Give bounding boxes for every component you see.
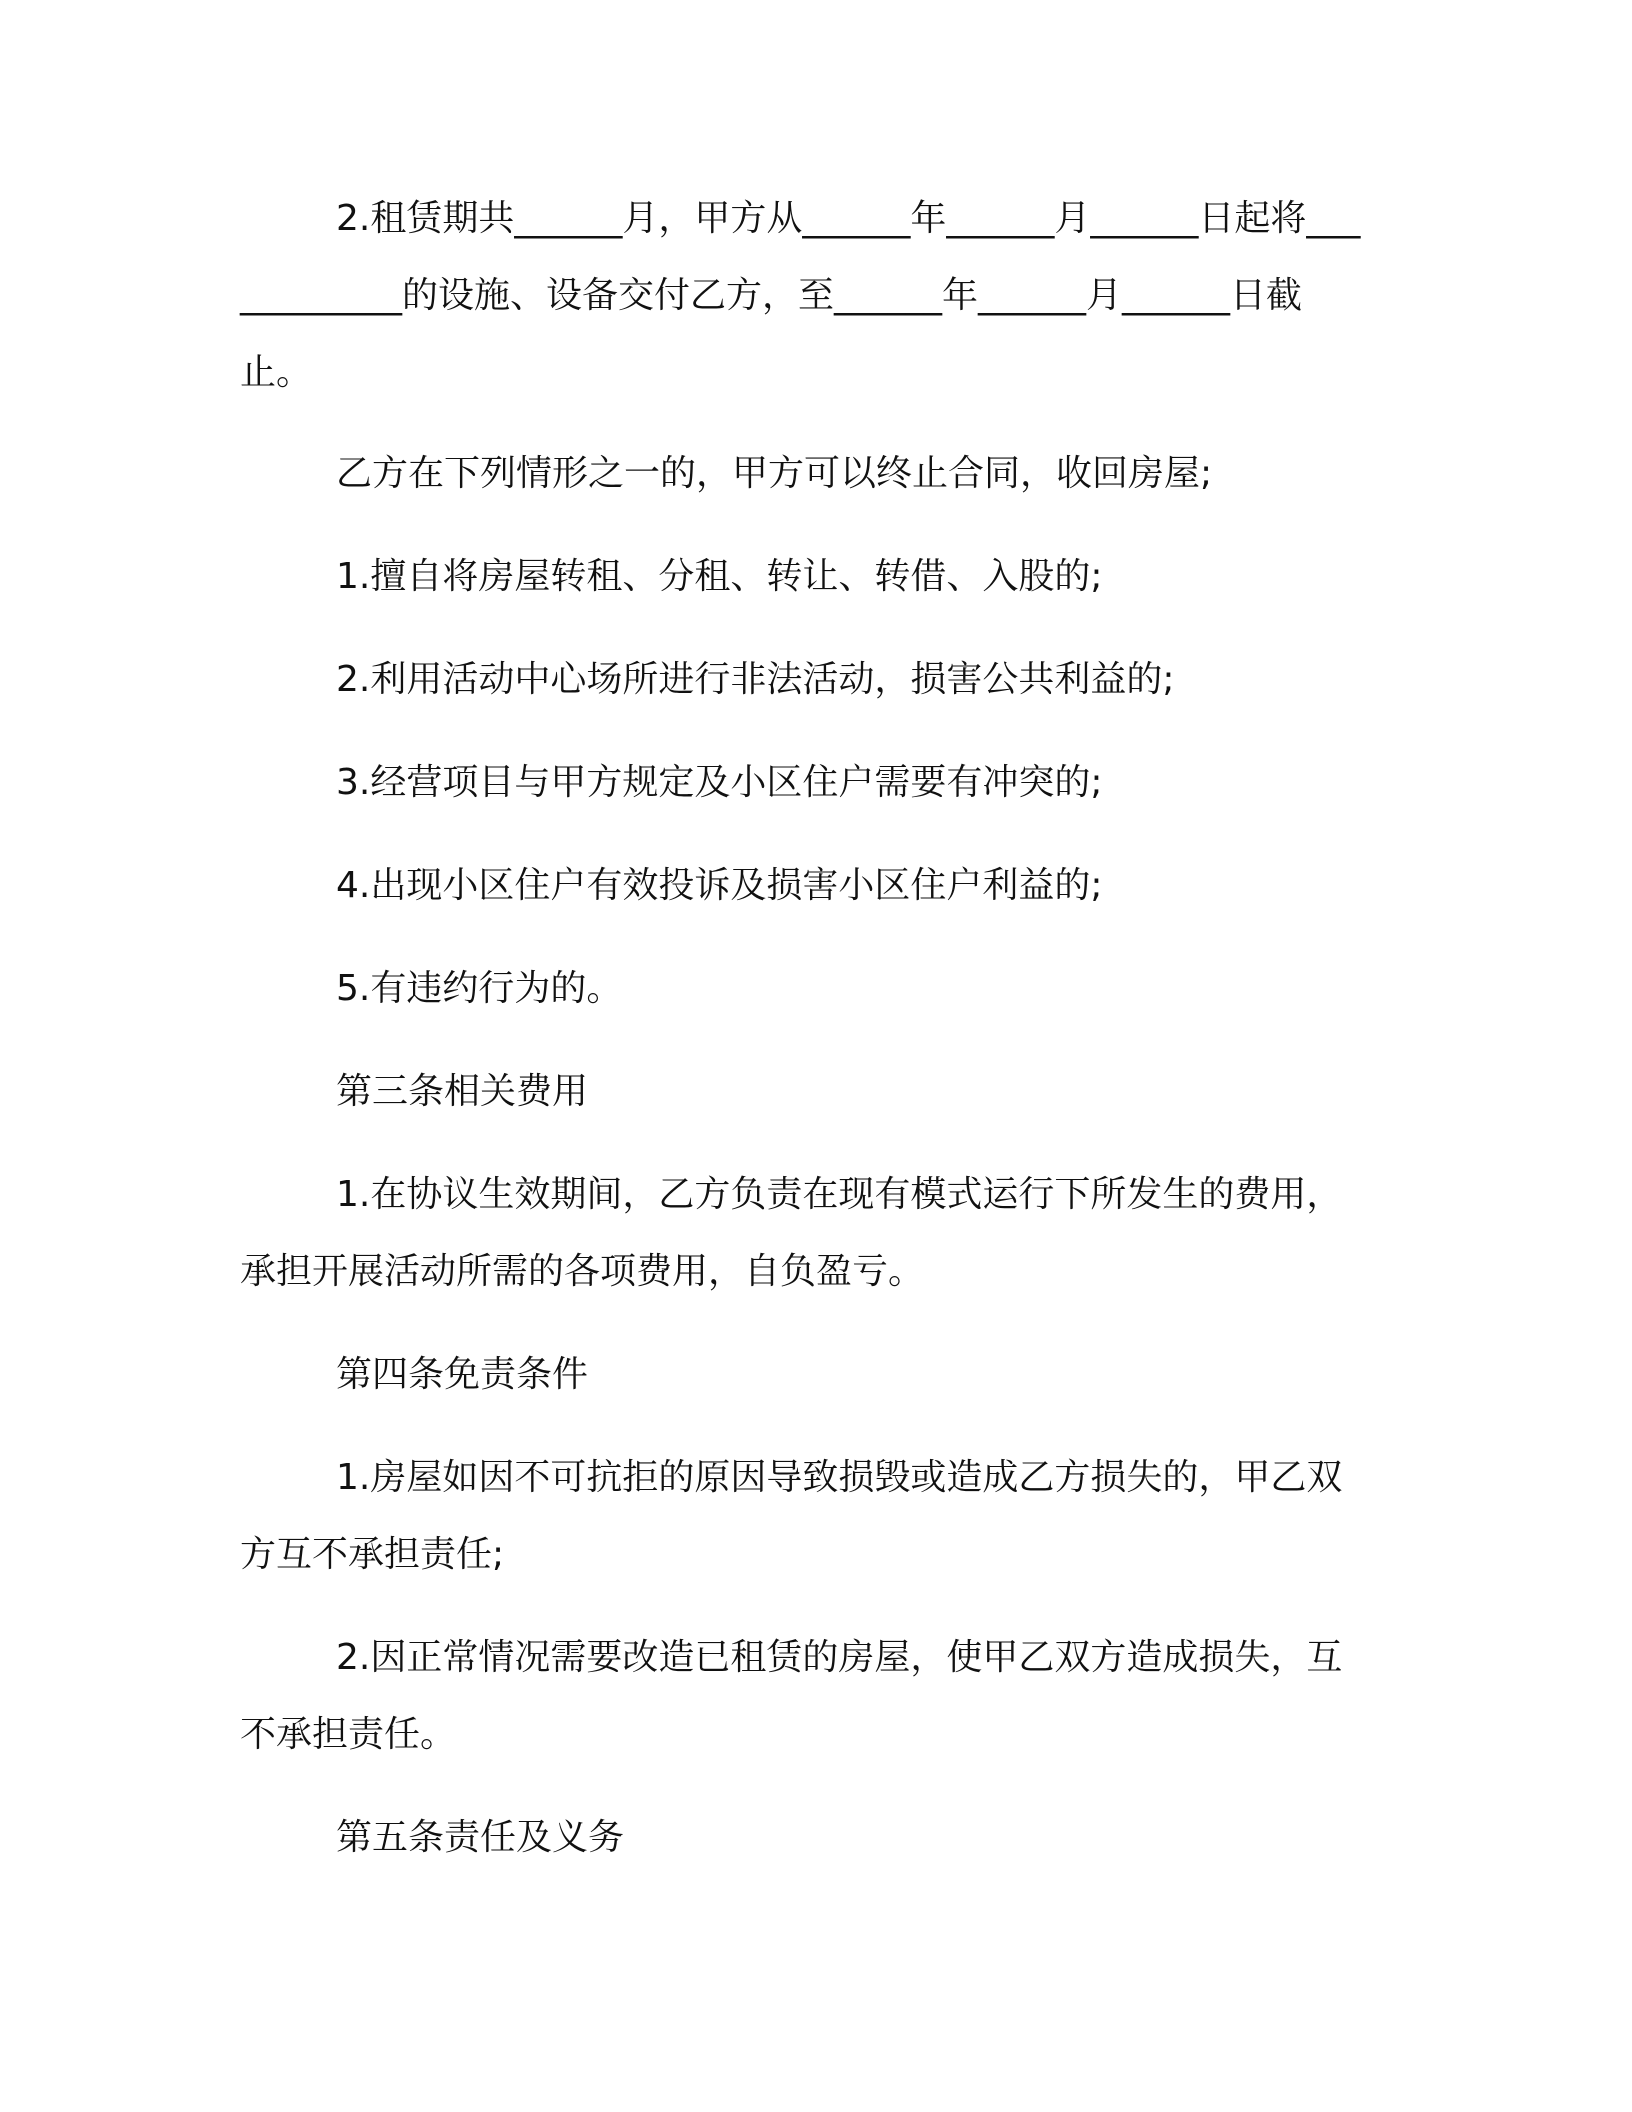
list-item-complaints: 4.出现小区住户有效投诉及损害小区住户利益的; xyxy=(336,865,1103,906)
paragraph-lease-term: 2.租赁期共______月，甲方从______年______月______日起将____________的设施、设备交付乙方，至______年______月______日截止。 xyxy=(240,198,1361,393)
section-heading-article-4: 第四条免责条件 xyxy=(336,1354,589,1395)
paragraph-renovation: 2.因正常情况需要改造已租赁的房屋，使甲乙双方造成损失，互不承担责任。 xyxy=(240,1637,1343,1755)
list-item-sublet: 1.擅自将房屋转租、分租、转让、转借、入股的; xyxy=(336,556,1103,597)
list-item-breach: 5.有违约行为的。 xyxy=(336,968,623,1009)
section-heading-article-5: 第五条责任及义务 xyxy=(336,1817,625,1858)
paragraph-termination-conditions: 乙方在下列情形之一的，甲方可以终止合同，收回房屋; xyxy=(336,453,1213,494)
paragraph-fees: 1.在协议生效期间，乙方负责在现有模式运行下所发生的费用，承担开展活动所需的各项费用，自负盈亏。 xyxy=(240,1174,1343,1292)
section-heading-article-3: 第三条相关费用 xyxy=(336,1071,589,1112)
list-item-business-conflict: 3.经营项目与甲方规定及小区住户需要有冲突的; xyxy=(336,762,1103,803)
list-item-illegal-activity: 2.利用活动中心场所进行非法活动，损害公共利益的; xyxy=(336,659,1175,700)
paragraph-force-majeure: 1.房屋如因不可抗拒的原因导致损毁或造成乙方损失的，甲乙双方互不承担责任; xyxy=(240,1457,1343,1575)
